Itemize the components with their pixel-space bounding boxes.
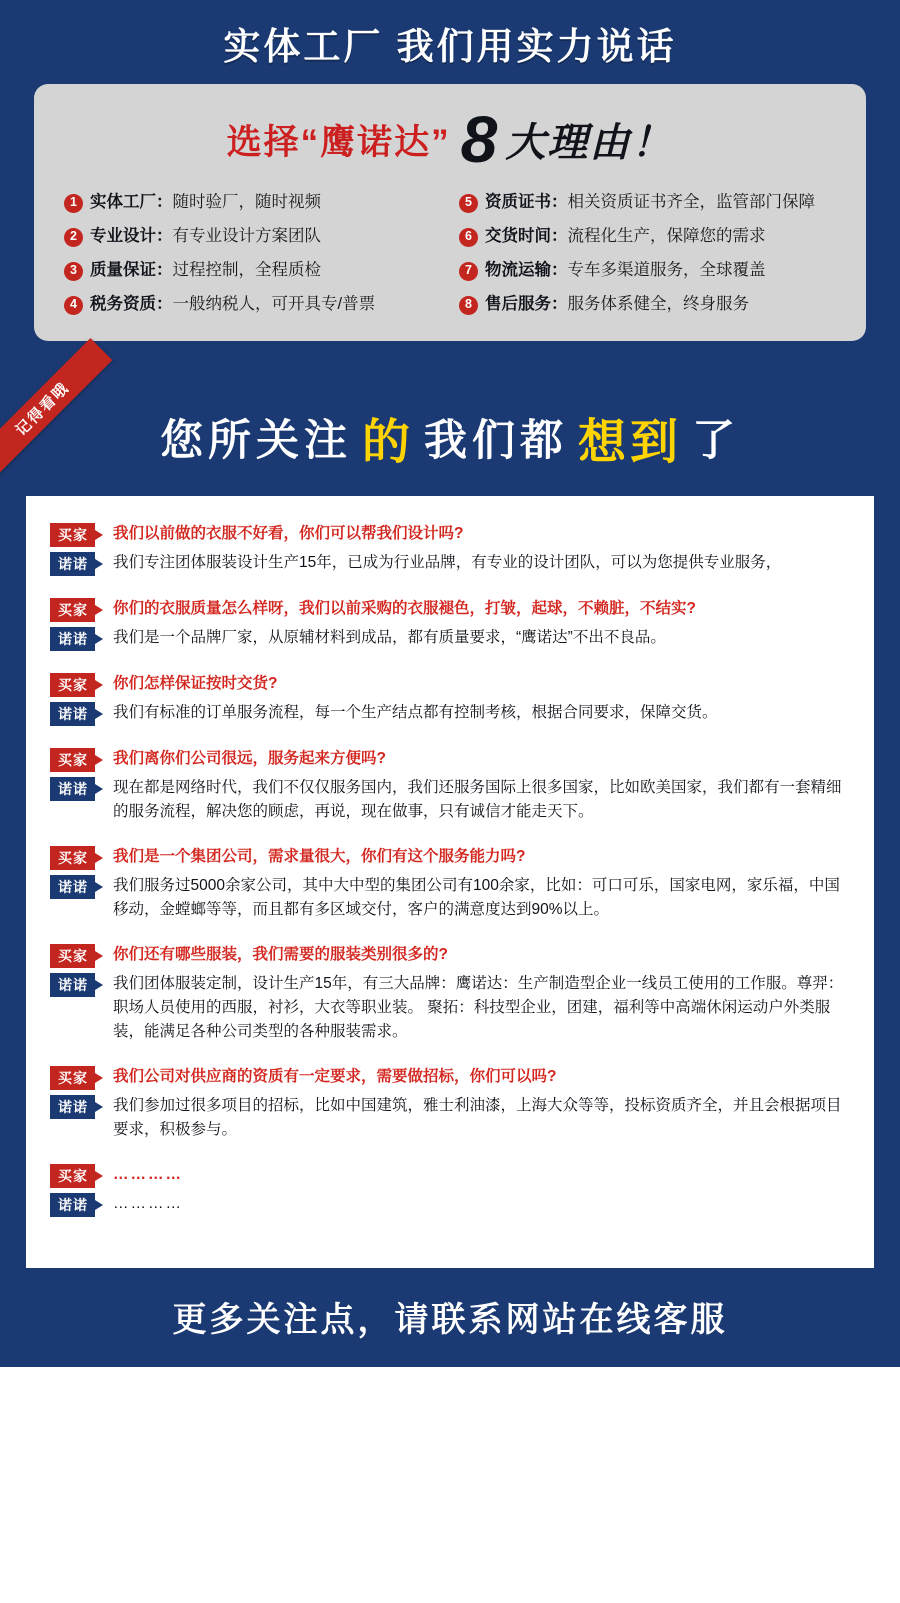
qa-answer-line	[50, 874, 850, 926]
qa-question-text: …………	[113, 1165, 183, 1183]
seller-tag: 诺诺	[50, 702, 95, 726]
reason-title: 售后服务：	[485, 294, 568, 313]
qa-title-part-2: 的	[361, 415, 414, 469]
qa-answer-line	[50, 972, 850, 1048]
qa-question-line	[50, 597, 850, 626]
reason-title: 专业设计：	[90, 226, 173, 245]
buyer-tag: 买家	[50, 1066, 95, 1090]
qa-card	[26, 496, 874, 1268]
qa-question-text: 我们公司对供应商的资质有一定要求，需要做招标，你们可以吗?	[113, 1067, 557, 1085]
qa-title-part-3: 我们都	[424, 416, 568, 465]
reason-number-badge: 7	[459, 262, 478, 281]
reason-desc: 流程化生产，保障您的需求	[567, 226, 766, 245]
qa-answer-line	[50, 1192, 850, 1221]
headline-suffix: 大理由！	[505, 121, 674, 166]
qa-block	[50, 522, 850, 597]
qa-block	[50, 943, 850, 1065]
buyer-tag: 买家	[50, 1164, 95, 1188]
qa-block	[50, 1163, 850, 1238]
reason-item	[64, 192, 441, 213]
reason-number-badge: 3	[64, 262, 83, 281]
reason-desc: 过程控制，全程质检	[172, 260, 321, 279]
qa-question-line	[50, 1163, 850, 1192]
qa-answer-line	[50, 776, 850, 828]
qa-title-part-5: 了	[692, 416, 741, 465]
qa-section-title	[0, 373, 900, 496]
reasons-banner-title: 实体工厂 我们用实力说话	[223, 26, 677, 67]
qa-answer-text: 我们专注团体服装设计生产15年，已成为行业品牌，有专业的设计团队，可以为您提供专业服务，	[113, 553, 782, 571]
qa-title-part-4: 想到	[578, 415, 683, 469]
buyer-tag: 买家	[50, 598, 95, 622]
qa-answer-text: 我们是一个品牌厂家，从原辅材料到成品，都有质量要求，“鹰诺达”不出不良品。	[113, 628, 666, 646]
qa-answer-text: 现在都是网络时代，我们不仅仅服务国内，我们还服务国际上很多国家，比如欧美国家，我们都有一套精细的服务流程，解决您的顾虑，再说，现在做事，只有诚信才能走天下。	[113, 778, 842, 820]
qa-answer-text: 我们服务过5000余家公司，其中大中型的集团公司有100余家，比如：可口可乐，国家电网，家乐福，中国移动，金螳螂等等，而且都有多区域交付，客户的满意度达到90%以上。	[113, 876, 840, 918]
qa-title-part-1: 您所关注	[159, 416, 352, 465]
qa-answer-line	[50, 626, 850, 655]
reason-desc: 随时验厂，随时视频	[172, 192, 321, 211]
reason-number-badge: 8	[459, 296, 478, 315]
headline-number: 8	[460, 102, 496, 177]
qa-question-line	[50, 943, 850, 972]
reason-desc: 专车多渠道服务，全球覆盖	[567, 260, 766, 279]
qa-question-text: 我们是一个集团公司，需求量很大，你们有这个服务能力吗?	[113, 847, 526, 865]
qa-block	[50, 845, 850, 943]
reason-number-badge: 6	[459, 228, 478, 247]
reason-item	[459, 294, 836, 315]
seller-tag: 诺诺	[50, 777, 95, 801]
qa-question-line	[50, 672, 850, 701]
reason-desc: 服务体系健全，终身服务	[567, 294, 749, 313]
reason-item	[459, 260, 836, 281]
qa-question-line	[50, 522, 850, 551]
footer-section	[0, 1268, 900, 1367]
qa-question-line	[50, 747, 850, 776]
reason-item	[64, 260, 441, 281]
reason-title: 实体工厂：	[90, 192, 173, 211]
reasons-section	[0, 0, 900, 367]
qa-block	[50, 1065, 850, 1163]
qa-answer-line	[50, 551, 850, 580]
reason-title: 资质证书：	[485, 192, 568, 211]
seller-tag: 诺诺	[50, 875, 95, 899]
reason-title: 质量保证：	[90, 260, 173, 279]
qa-block	[50, 597, 850, 672]
reason-desc: 一般纳税人，可开具专/普票	[172, 294, 376, 313]
seller-tag: 诺诺	[50, 627, 95, 651]
qa-answer-line	[50, 701, 850, 730]
qa-question-text: 你们的衣服质量怎么样呀，我们以前采购的衣服褪色，打皱，起球，不赖脏，不结实?	[113, 599, 696, 617]
seller-tag: 诺诺	[50, 552, 95, 576]
reason-number-badge: 1	[64, 194, 83, 213]
qa-answer-text: …………	[113, 1194, 183, 1212]
qa-question-line	[50, 1065, 850, 1094]
seller-tag: 诺诺	[50, 1193, 95, 1217]
buyer-tag: 买家	[50, 673, 95, 697]
qa-answer-text: 我们团体服装定制，设计生产15年，有三大品牌：鹰诺达：生产制造型企业一线员工使用的工作服。尊羿：职场人员使用的西服，衬衫，大衣等职业装。 聚拓：科技型企业，团建，福利等中高端休闲运动户外类服装，能满足各种公司类型的各种服装需求。	[113, 974, 844, 1040]
reason-desc: 有专业设计方案团队	[172, 226, 321, 245]
seller-tag: 诺诺	[50, 973, 95, 997]
qa-question-line	[50, 845, 850, 874]
qa-question-text: 我们离你们公司很远，服务起来方便吗?	[113, 749, 386, 767]
buyer-tag: 买家	[50, 748, 95, 772]
buyer-tag: 买家	[50, 944, 95, 968]
seller-tag: 诺诺	[50, 1095, 95, 1119]
reasons-headline	[60, 104, 840, 187]
reasons-card	[34, 84, 866, 340]
qa-answer-text: 我们参加过很多项目的招标，比如中国建筑，雅士利油漆，上海大众等等，投标资质齐全，并且会根据项目要求，积极参与。	[113, 1096, 842, 1138]
reason-title: 交货时间：	[485, 226, 568, 245]
footer-cta-text: 更多关注点，请联系网站在线客服	[172, 1300, 728, 1339]
headline-prefix: 选择“鹰诺达”	[226, 122, 451, 162]
corner-ribbon: 记得看哦	[0, 338, 112, 479]
reasons-grid	[60, 188, 840, 315]
qa-answer-line	[50, 1094, 850, 1146]
qa-section	[0, 367, 900, 1268]
reason-title: 物流运输：	[485, 260, 568, 279]
qa-answer-text: 我们有标准的订单服务流程，每一个生产结点都有控制考核，根据合同要求，保障交货。	[113, 703, 718, 721]
qa-question-text: 你们还有哪些服装，我们需要的服装类别很多的?	[113, 945, 448, 963]
reason-item	[459, 226, 836, 247]
reason-item	[64, 294, 441, 315]
reason-number-badge: 4	[64, 296, 83, 315]
reason-number-badge: 5	[459, 194, 478, 213]
reason-desc: 相关资质证书齐全，监管部门保障	[567, 192, 815, 211]
buyer-tag: 买家	[50, 523, 95, 547]
qa-question-text: 我们以前做的衣服不好看，你们可以帮我们设计吗?	[113, 524, 464, 542]
reason-item	[64, 226, 441, 247]
qa-block	[50, 672, 850, 747]
qa-question-text: 你们怎样保证按时交货?	[113, 674, 278, 692]
reason-title: 税务资质：	[90, 294, 173, 313]
reason-number-badge: 2	[64, 228, 83, 247]
reason-item	[459, 192, 836, 213]
buyer-tag: 买家	[50, 846, 95, 870]
qa-block	[50, 747, 850, 845]
